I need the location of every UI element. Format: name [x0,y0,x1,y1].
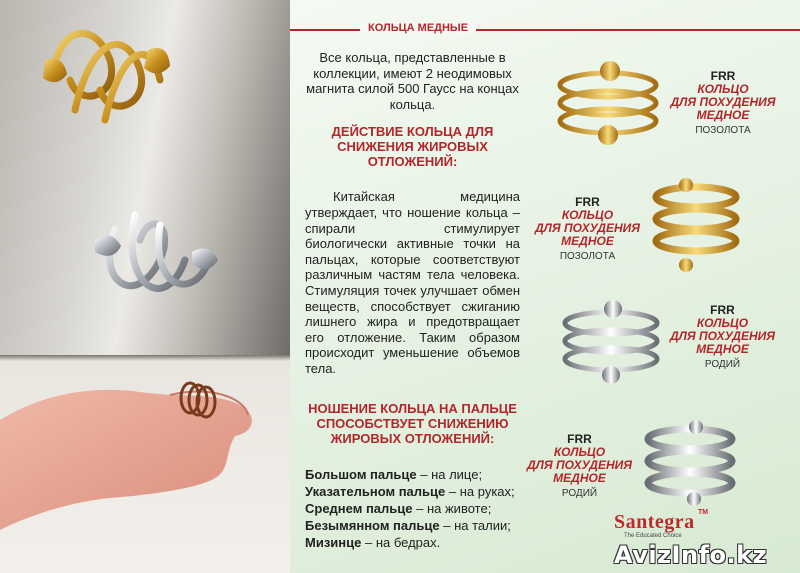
silver-heart-photo-left [95,235,121,256]
product-label-2: FRR КОЛЬЦО ДЛЯ ПОХУДЕНИЯ МЕДНОЕ ПОЗОЛОТА [534,195,641,262]
action-text: Китайская медицина утверждает, что ношение кольца – спирали стимулирует биологически активные точки на пальцах, которые соответствуют различным частям тела человека. Стимуляция точек улучшает обмен веществ, способствует сжиганию лишнего жира и предотвращает его отложение. Таким образом происходит уменьшение объемов тела. [305,189,520,376]
action-heading: ДЕЙСТВИЕ КОЛЬЦА ДЛЯ СНИЖЕНИЯ ЖИРОВЫХ ОТЛОЖЕНИЙ: [331,124,494,170]
santegra-logo: Santegra TM The Educated Choice [614,509,709,539]
product-label-3: FRR КОЛЬЦО ДЛЯ ПОХУДЕНИЯ МЕДНОЕ РОДИЙ [669,303,776,370]
gold-ring-1-image [548,55,668,150]
list-item: Большом пальце – на лице; [305,466,483,482]
watermark: AvizInfo.kz [614,541,768,569]
gold-spiral-photo [52,33,160,120]
list-item: Среднем пальце – на животе; [305,500,492,516]
list-item: Указательном пальце – на руках; [305,483,515,499]
description-column [305,50,520,551]
photo-panel [0,0,290,573]
product-label-1: FRR КОЛЬЦО ДЛЯ ПОХУДЕНИЯ МЕДНОЕ ПОЗОЛОТА [670,69,776,136]
silver-ring-1-image [553,295,668,390]
gold-ring-2-image [646,175,746,285]
gold-heart-photo-left [43,59,67,83]
product-label-4: FRR КОЛЬЦО ДЛЯ ПОХУДЕНИЯ МЕДНОЕ РОДИЙ [526,432,633,499]
gold-heart-photo-right [144,48,170,74]
silver-heart-photo-right [192,248,218,269]
wearing-heading: НОШЕНИЕ КОЛЬЦА НА ПАЛЬЦЕ СПОСОБСТВУЕТ СНИЖЕНИЮ ЖИРОВЫХ ОТЛОЖЕНИЙ: [308,400,517,446]
section-header [290,0,800,42]
section-title: КОЛЬЦА МЕДНЫЕ [360,22,476,34]
rings-photo [0,0,290,573]
silver-ring-2-image [638,415,743,510]
list-item: Безымянном пальце – на талии; [305,517,511,533]
intro-text: Все кольца, представленные в коллекции, имеют 2 неодимовых магнита силой 500 Гаусс на концах кольца. [306,50,519,112]
finger-list [305,466,520,551]
list-item: Мизинце – на бедрах. [305,534,441,550]
